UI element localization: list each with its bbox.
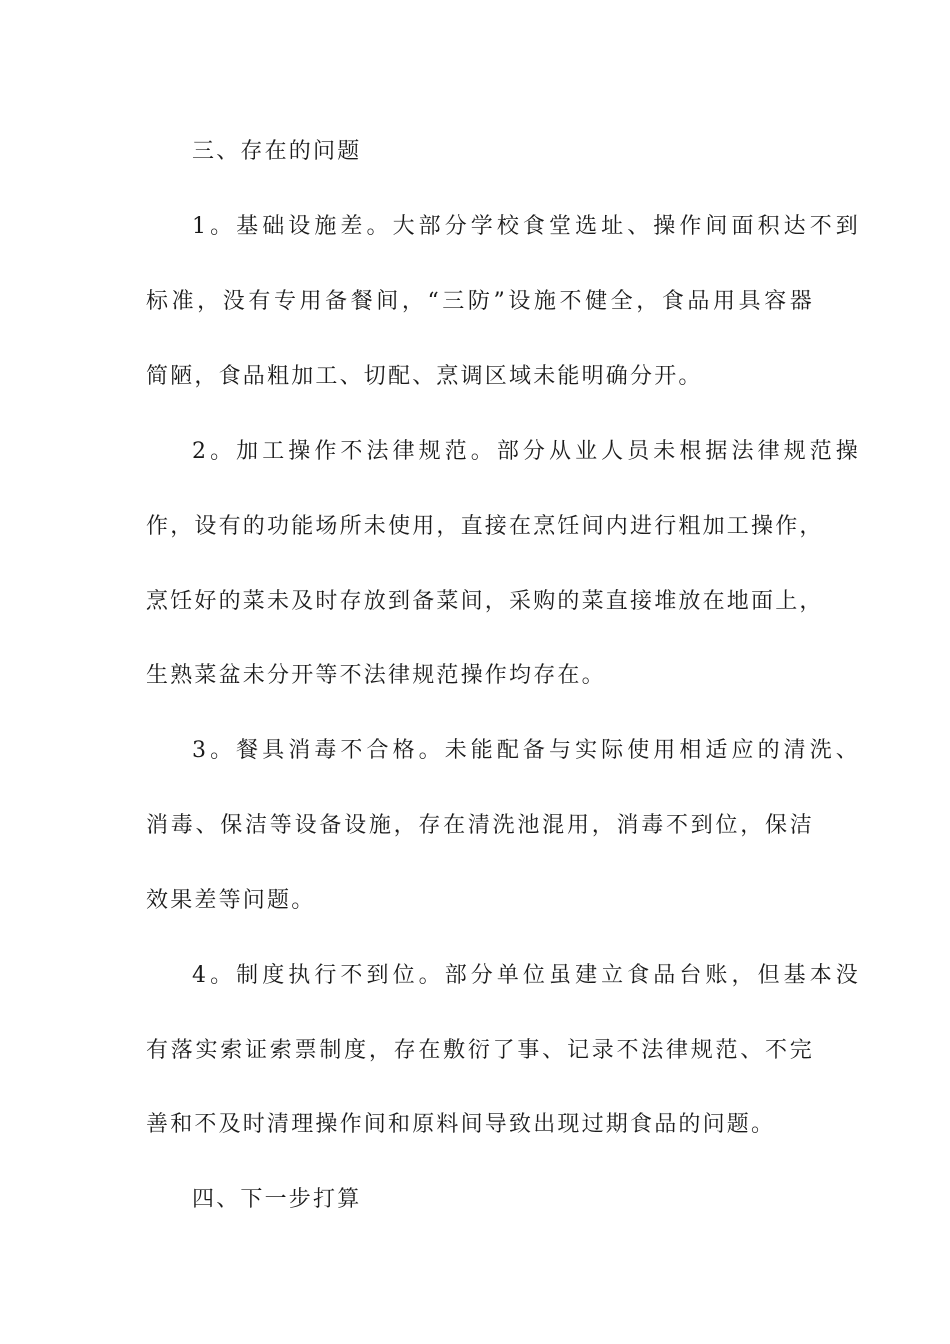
paragraph-item3-line3: 效果差等问题。 — [146, 888, 316, 913]
paragraph-item1-line3: 简陋，食品粗加工、切配、烹调区域未能明确分开。 — [146, 364, 703, 389]
paragraph-item4-line1: 4。制度执行不到位。部分单位虽建立食品台账，但基本没 — [192, 963, 860, 988]
paragraph-item2-line1: 2。加工操作不法律规范。部分从业人员未根据法律规范操 — [192, 439, 860, 464]
paragraph-item2-line3: 烹饪好的菜未及时存放到备菜间，采购的菜直接堆放在地面上， — [146, 589, 824, 614]
paragraph-item3-line1: 3。餐具消毒不合格。未能配备与实际使用相适应的清洗、 — [192, 738, 860, 763]
paragraph-item2-line4: 生熟菜盆未分开等不法律规范操作均存在。 — [146, 663, 606, 688]
paragraph-item2-line2: 作，设有的功能场所未使用，直接在烹饪间内进行粗加工操作， — [146, 514, 824, 539]
paragraph-item4-line3: 善和不及时清理操作间和原料间导致出现过期食品的问题。 — [146, 1112, 776, 1137]
paragraph-item4-line2: 有落实索证索票制度，存在敷衍了事、记录不法律规范、不完 — [146, 1038, 814, 1063]
paragraph-item3-line2: 消毒、保洁等设备设施，存在清洗池混用，消毒不到位，保洁 — [146, 813, 814, 838]
section-heading-problems: 三、存在的问题 — [192, 139, 362, 164]
paragraph-item1-line1: 1。基础设施差。大部分学校食堂选址、操作间面积达不到 — [192, 214, 860, 239]
paragraph-item1-line2: 标准，没有专用备餐间，“三防”设施不健全，食品用具容器 — [146, 289, 814, 314]
section-heading-next-steps: 四、下一步打算 — [192, 1187, 362, 1212]
